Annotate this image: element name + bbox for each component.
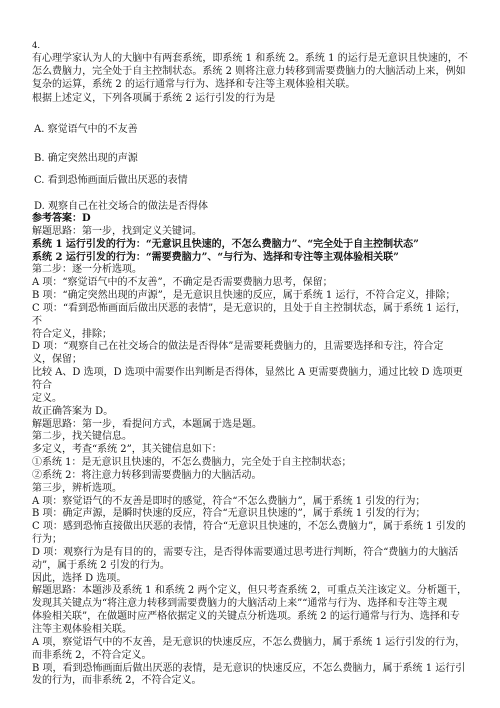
explanation-line: A 项：察觉语气的不友善是即时的感觉，符合“不怎么费脑力”，属于系统 1 引发的行为； — [32, 495, 426, 507]
explanation-line: D 项：“观察自己在社交场合的做法是否得体”是需要耗费脑力的，且需要选择和专注，符合定 — [32, 341, 444, 353]
explanation-line: 行为； — [32, 534, 62, 546]
option-a: A. 察觉语气中的不友善 — [34, 124, 138, 135]
explanation-line: 第二步：逐一分析选项。 — [32, 264, 142, 276]
explanation-line: A 项：“察觉语气中的不友善”，不确定是否需要费脑力思考，保留； — [32, 277, 333, 289]
explanation-line: 发的行为，而非系统 2，不符合定义。 — [32, 675, 202, 687]
explanation-line: 定义。 — [32, 392, 62, 404]
explanation-line: 多定义，考查“系统 2”，其关键信息如下： — [32, 444, 222, 456]
explanation-line: ①系统 1：是无意识且快速的，不怎么费脑力，完全处于自主控制状态； — [32, 457, 352, 469]
explanation-line: 系统 1 运行引发的行为：“无意识且快速的，不怎么费脑力”、“完全处于自主控制状态” — [32, 238, 419, 250]
explanation-line: C 项：“看到恐怖画面后做出厌恶的表情”，是无意识的，且处于自主控制状态，属于系统 1 运行，不 — [32, 302, 466, 327]
explanation-line: B 项：“确定突然出现的声源”，是无意识且快速的反应，属于系统 1 运行，不符合定义，排除； — [32, 290, 456, 302]
explanation-line: 解题思路：第一步，找到定义关键词。 — [32, 225, 202, 237]
explanation-line: 符合定义，排除； — [32, 328, 112, 340]
explanation-line: 第三步，辨析选项。 — [32, 482, 122, 494]
explanation-line: D 项：观察行为是有目的的，需要专注，是否得体需要通过思考进行判断，符合“费脑力的大脑活 — [32, 546, 459, 558]
explanation-line: A 项，察觉语气中的不友善，是无意识的快速反应，不怎么费脑力，属于系统 1 运行引发的行为， — [32, 636, 466, 648]
explanation-line: 而非系统 2，不符合定义。 — [32, 649, 152, 661]
stem-line: 根据上述定义，下列各项属于系统 2 运行引发的行为是 — [32, 92, 276, 104]
stem-line: 怎么费脑力，完全处于自主控制状态。系统 2 则将注意力转移到需要费脑力的大脑活动上来，例如 — [32, 66, 466, 78]
explanation-line: C 项：感到恐怖直接做出厌恶的表情，符合“无意识且快速的，不怎么费脑力”，属于系统 1 引发的 — [32, 521, 466, 533]
question-stem — [32, 52, 472, 105]
explanation-line: 义，保留； — [32, 354, 82, 366]
explanation-line: 动”，属于系统 2 引发的行为。 — [32, 559, 170, 571]
answer-explanation — [32, 213, 472, 688]
explanation-line: 参考答案：D — [32, 213, 91, 224]
explanation-line: 故正确答案为 D。 — [32, 405, 114, 417]
explanation-line: B 项：确定声源，是瞬时快速的反应，符合“无意识且快速的”，属于系统 1 引发的行为； — [32, 508, 426, 520]
explanation-line: B 项，看到恐怖画面后做出厌恶的表情，是无意识的快速反应，不怎么费脑力，属于系统 1 运行引 — [32, 662, 466, 674]
explanation-line: ②系统 2：将注意力转移到需要费脑力的大脑活动。 — [32, 469, 262, 481]
explanation-line: 第二步，找关键信息。 — [32, 431, 132, 443]
explanation-line: 比较 A、D 选项，D 选项中需要作出判断是否得体，显然比 A 更需要费脑力，通过比较 D 选项更符合 — [32, 367, 463, 391]
option-b: B. 确定突然出现的声源 — [34, 153, 138, 164]
explanation-line: 解题思路：第一步，看提问方式，本题属于选是题。 — [32, 418, 262, 430]
explanation-line: 解题思路：本题涉及系统 1 和系统 2 两个定义，但只考查系统 2，可重点关注该定义。分析题干， — [32, 585, 467, 597]
explanation-line: 注等主观体验相关联。 — [32, 624, 132, 635]
explanation-line: 系统 2 运行引发的行为：“需要费脑力”、“与行为、选择和专注等主观体验相关联” — [32, 251, 399, 263]
explanation-line: 体验相关联”，在做题时应严格依据定义的关键点分析选项。系统 2 的运行通常与行为、选择和专 — [32, 611, 460, 623]
option-d: D. 观察自己在社交场合的做法是否得体 — [34, 201, 209, 212]
question-number: 4. — [32, 41, 41, 51]
explanation-line: 因此，选择 D 选项。 — [32, 572, 127, 584]
explanation-line: 发现其关键点为“将注意力转移到需要费脑力的大脑活动上来”“通常与行为、选择和专注等主观 — [32, 598, 448, 610]
stem-line: 复杂的运算，系统 2 的运行通常与行为、选择和专注等主观体验相关联。 — [32, 79, 356, 91]
option-c: C. 看到恐怖画面后做出厌恶的表情 — [34, 175, 188, 186]
stem-line: 有心理学家认为人的大脑中有两套系统，即系统 1 和系统 2。系统 1 的运行是无意识且快速的，不 — [32, 53, 468, 64]
